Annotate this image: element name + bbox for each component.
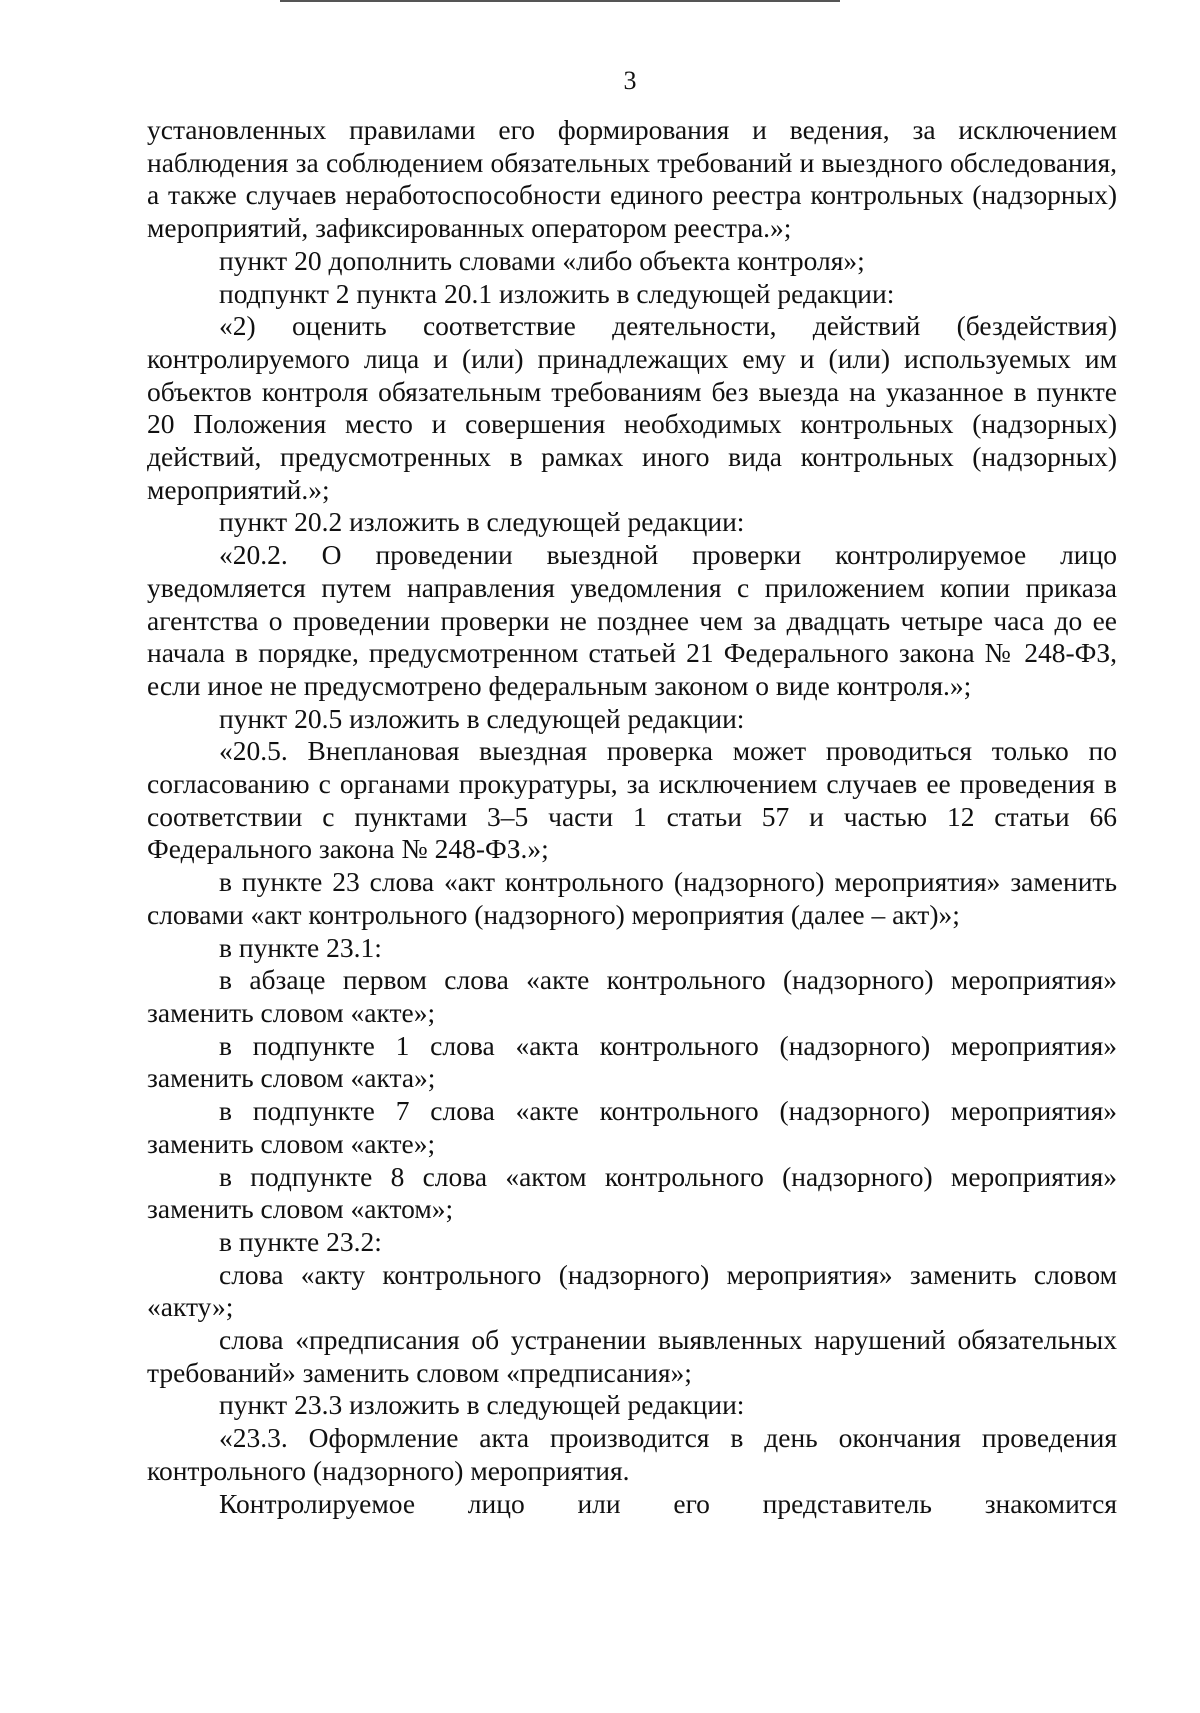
scan-top-edge-line: [280, 0, 840, 2]
paragraph: в пункте 23 слова «акт контрольного (надзорного) мероприятия» заменить словами «акт контрольного (надзорного) мероприятия (далее – акт)»;: [147, 866, 1117, 930]
paragraph: пункт 23.3 изложить в следующей редакции:: [219, 1389, 745, 1421]
paragraph: «2) оценить соответствие деятельности, действий (бездействия) контролируемого лица и (или) принадлежащих ему и (или) используемых им объектов контроля обязательным требованиям без выезда на указанное в пункте 20 Положения место и совершения необходимых контрольных (надзорных) действий, предусмотренных в рамках иного вида контрольных (надзорных) мероприятий.»;: [147, 310, 1117, 505]
paragraph: в подпункте 8 слова «актом контрольного (надзорного) мероприятия» заменить словом «актом»;: [147, 1160, 1117, 1225]
paragraph: установленных правилами его формирования и ведения, за исключением наблюдения за соблюдением обязательных требований и выездного обследования, а также случаев неработоспособности единого реестра контрольных (надзорных) мероприятий, зафиксированных оператором реестра.»;: [147, 114, 1117, 244]
paragraph: в пункте 23.1:: [219, 931, 382, 963]
paragraph: в пункте 23.2:: [219, 1225, 382, 1257]
paragraph: подпункт 2 пункта 20.1 изложить в следующей редакции:: [219, 277, 895, 309]
paragraph: пункт 20.5 изложить в следующей редакции:: [219, 702, 745, 734]
paragraph: пункт 20.2 изложить в следующей редакции:: [219, 506, 745, 538]
paragraph: «20.2. О проведении выездной проверки контролируемое лицо уведомляется путем направления уведомления с приложением копии приказа агентства о проведении проверки не позднее чем за двадцать четыре часа до ее начала в порядке, предусмотренном статьей 21 Федерального закона № 248-ФЗ, если иное не предусмотрено федеральным законом о виде контроля.»;: [147, 539, 1117, 701]
paragraph: в абзаце первом слова «акте контрольного (надзорного) мероприятия» заменить словом «акте»;: [147, 964, 1117, 1028]
paragraph: слова «предписания об устранении выявленных нарушений обязательных требований» заменить словом «предписания»;: [147, 1324, 1117, 1388]
paragraph: «20.5. Внеплановая выездная проверка может проводиться только по согласованию с органами прокуратуры, за исключением случаев ее проведения в соответствии с пунктами 3–5 части 1 статьи 57 и частью 12 статьи 66 Федерального закона № 248-ФЗ.»;: [147, 735, 1117, 865]
paragraph: в подпункте 7 слова «акте контрольного (надзорного) мероприятия» заменить словом «акте»;: [147, 1095, 1117, 1159]
paragraph: пункт 20 дополнить словами «либо объекта контроля»;: [219, 244, 865, 276]
paragraph: в подпункте 1 слова «акта контрольного (надзорного) мероприятия» заменить словом «акта»;: [147, 1029, 1117, 1094]
paragraph: слова «акту контрольного (надзорного) мероприятия» заменить словом «акту»;: [147, 1258, 1117, 1323]
page-number: 3: [623, 66, 637, 95]
paragraph: «23.3. Оформление акта производится в день окончания проведения контрольного (надзорного) мероприятия.: [147, 1422, 1117, 1486]
paragraph: Контролируемое лицо или его представитель знакомится: [219, 1487, 1117, 1519]
document-body: [147, 114, 1117, 1520]
